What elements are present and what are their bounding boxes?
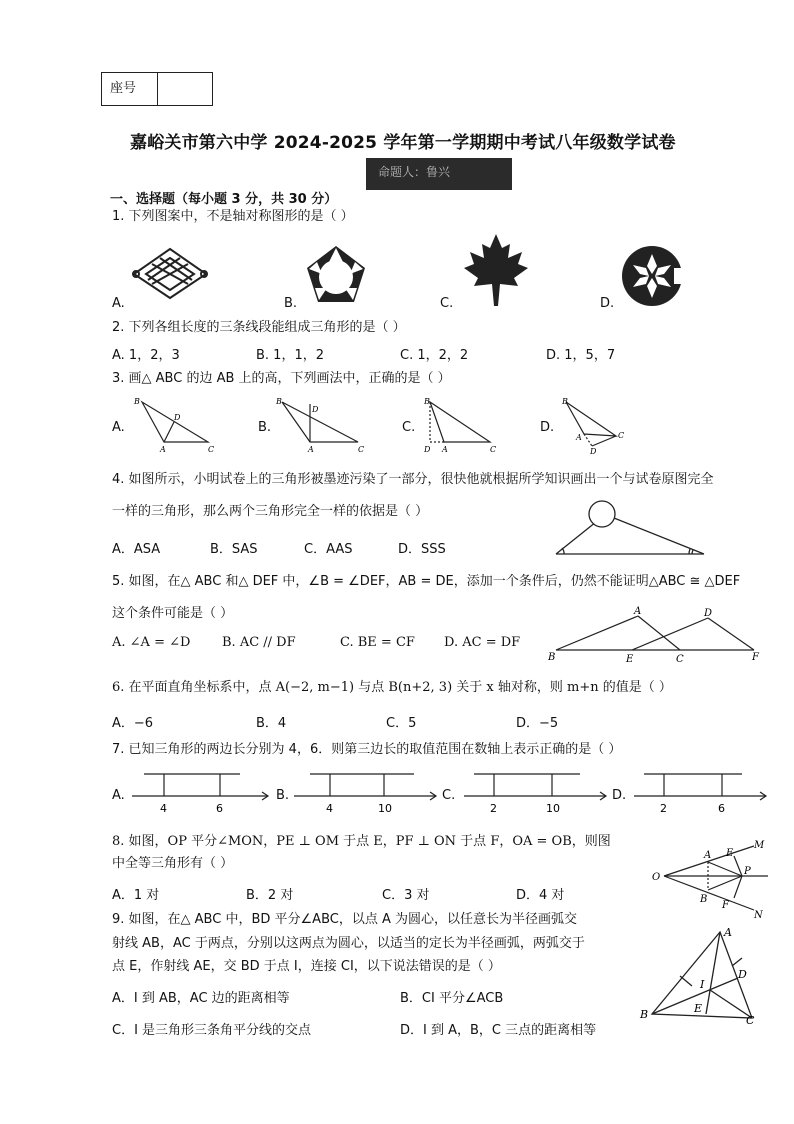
- question-9-line-1: 9. 如图，在△ ABC 中，BD 平分∠ABC，以点 A 为圆心，以任意长为半径画弧交: [112, 912, 577, 927]
- snowflake-circle-figure: [620, 244, 684, 308]
- svg-text:B: B: [548, 652, 556, 663]
- label-c: C: [208, 445, 215, 454]
- svg-text:C: C: [490, 445, 497, 454]
- label-a: A: [160, 445, 166, 454]
- q5-option-c: C. BE = CF: [340, 635, 415, 650]
- q7-option-c: C.: [442, 788, 456, 803]
- svg-text:O: O: [652, 872, 661, 883]
- knot-pattern-figure: [130, 246, 210, 301]
- svg-text:C: C: [746, 1014, 755, 1027]
- q5-option-b: B. AC // DF: [222, 635, 296, 650]
- question-5-line-1: 5. 如图，在△ ABC 和△ DEF 中，∠B = ∠DEF，AB = DE，添加一个条件后，仍然不能证明△ABC ≅ △DEF: [112, 574, 741, 589]
- q7-number-line-d: [630, 768, 770, 816]
- question-9-line-2: 射线 AB，AC 于两点，分别以这两点为圆心，以适当的定长为半径画弧，两弧交于: [112, 936, 585, 951]
- q4-option-d: D．SSS: [398, 542, 446, 557]
- q7-option-d: D.: [612, 788, 627, 803]
- q3-option-d: D.: [540, 420, 555, 435]
- svg-text:C: C: [618, 431, 625, 440]
- question-8-line-1: 8. 如图，OP 平分∠MON，PE ⊥ OM 于点 E，PF ⊥ ON 于点 F，OA = OB，则图: [112, 834, 611, 849]
- q6-option-a: A．−6: [112, 716, 154, 731]
- question-8-line-2: 中全等三角形有（ ）: [112, 856, 234, 871]
- svg-text:A: A: [576, 433, 582, 442]
- q3-figure-b: [274, 396, 366, 456]
- q3-option-b: B.: [258, 420, 272, 435]
- q9-triangle-bisector-figure: [640, 926, 764, 1026]
- q6-option-d: D．−5: [516, 716, 559, 731]
- svg-text:6: 6: [718, 802, 725, 815]
- question-7: 7. 已知三角形的两边长分别为 4，6．则第三边长的取值范围在数轴上表示正确的是（ ）: [112, 742, 622, 757]
- svg-text:A: A: [704, 850, 712, 861]
- q6-option-b: B．4: [256, 716, 287, 731]
- question-9-line-3: 点 E，作射线 AE，交 BD 于点 I，连接 CI，以下说法错误的是（ ）: [112, 959, 501, 974]
- q9-option-a: A．I 到 AB，AC 边的距离相等: [112, 991, 290, 1006]
- svg-text:F: F: [752, 652, 759, 663]
- question-4-line-2: 一样的三角形，那么两个三角形完全一样的依据是（ ）: [112, 504, 429, 519]
- svg-text:D: D: [312, 405, 319, 414]
- question-3: 3. 画△ ABC 的边 AB 上的高，下列画法中，正确的是（ ）: [112, 371, 451, 386]
- q2-option-d: D. 1，5，7: [546, 348, 616, 363]
- q3-figure-d: [560, 396, 630, 456]
- exam-title: 嘉峪关市第六中学 2024-2025 学年第一学期期中考试八年级数学试卷: [130, 133, 676, 153]
- q2-option-a: A. 1，2，3: [112, 348, 180, 363]
- section-heading: 一、选择题（每小题 3 分，共 30 分）: [110, 192, 338, 207]
- svg-text:2: 2: [490, 802, 497, 815]
- svg-text:D: D: [424, 445, 431, 454]
- svg-text:F: F: [722, 900, 729, 911]
- svg-text:D: D: [704, 608, 713, 619]
- q3-option-a: A.: [112, 420, 125, 435]
- q4-option-c: C．AAS: [304, 542, 353, 557]
- svg-text:10: 10: [546, 802, 560, 815]
- q6-option-c: C．5: [386, 716, 417, 731]
- q8-angle-bisector-figure: [650, 836, 774, 920]
- svg-text:B: B: [640, 1008, 649, 1021]
- svg-text:E: E: [726, 848, 734, 859]
- q3-figure-c: [420, 396, 500, 456]
- question-5-line-2: 这个条件可能是（ ）: [112, 606, 234, 621]
- q7-option-b: B.: [276, 788, 290, 803]
- question-2: 2. 下列各组长度的三条线段能组成三角形的是（ ）: [112, 320, 406, 335]
- q5-option-d: D. AC = DF: [444, 635, 521, 650]
- maple-leaf-figure: [462, 232, 530, 308]
- q7-number-line-b: [290, 768, 440, 816]
- svg-text:A: A: [442, 445, 448, 454]
- svg-text:M: M: [754, 840, 765, 851]
- question-6: 6. 在平面直角坐标系中，点 A(−2, m−1) 与点 B(n+2, 3) 关于 x 轴对称，则 m+n 的值是（ ）: [112, 680, 672, 695]
- q3-figure-a: [132, 396, 218, 456]
- q1-option-d: D.: [600, 296, 615, 311]
- svg-text:B: B: [276, 397, 282, 406]
- svg-text:B: B: [700, 894, 708, 905]
- svg-text:A: A: [724, 926, 732, 939]
- q3-option-c: C.: [402, 420, 416, 435]
- svg-text:D: D: [738, 968, 747, 981]
- svg-text:2: 2: [660, 802, 667, 815]
- svg-text:D: D: [590, 447, 597, 456]
- question-1: 1. 下列图案中，不是轴对称图形的是（ ）: [112, 209, 354, 224]
- q1-option-c: C.: [440, 296, 454, 311]
- svg-text:C: C: [676, 654, 684, 665]
- svg-text:N: N: [754, 910, 763, 921]
- svg-text:A: A: [308, 445, 314, 454]
- svg-text:E: E: [626, 654, 634, 665]
- svg-text:6: 6: [216, 802, 223, 815]
- q8-option-c: C．3 对: [382, 888, 430, 903]
- author-redaction: 命题人：鲁兴: [366, 158, 512, 190]
- q1-option-a: A.: [112, 296, 125, 311]
- question-4-line-1: 4. 如图所示，小明试卷上的三角形被墨迹污染了一部分，很快他就根据所学知识画出一个与试卷原图完全: [112, 472, 714, 487]
- q2-option-b: B. 1，1，2: [256, 348, 324, 363]
- label-b: B: [134, 397, 140, 406]
- pentagon-pattern-figure: [305, 244, 367, 306]
- q8-option-a: A．1 对: [112, 888, 160, 903]
- svg-text:4: 4: [326, 802, 333, 815]
- q7-number-line-c: [460, 768, 610, 816]
- q9-option-b: B．CI 平分∠ACB: [400, 991, 504, 1006]
- q4-stained-triangle-figure: [552, 496, 712, 560]
- seat-label: 座号: [102, 73, 158, 105]
- q5-option-a: A. ∠A = ∠D: [112, 635, 191, 650]
- svg-text:10: 10: [378, 802, 392, 815]
- q7-number-line-a: [128, 768, 274, 816]
- svg-text:P: P: [744, 866, 751, 877]
- q8-option-b: B．2 对: [246, 888, 294, 903]
- svg-text:A: A: [634, 606, 642, 617]
- q8-option-d: D．4 对: [516, 888, 565, 903]
- svg-text:4: 4: [160, 802, 167, 815]
- svg-text:E: E: [694, 1002, 703, 1015]
- q9-option-d: D．I 到 A，B，C 三点的距离相等: [400, 1023, 597, 1038]
- q7-option-a: A.: [112, 788, 125, 803]
- svg-text:C: C: [358, 445, 365, 454]
- q4-option-b: B．SAS: [210, 542, 258, 557]
- q5-two-triangles-figure: [548, 606, 762, 664]
- seat-number-box: [101, 72, 213, 106]
- svg-text:B: B: [562, 397, 568, 406]
- svg-text:B: B: [424, 397, 430, 406]
- label-d: D: [174, 413, 181, 422]
- q9-option-c: C．I 是三角形三条角平分线的交点: [112, 1023, 312, 1038]
- q4-option-a: A．ASA: [112, 542, 161, 557]
- q1-option-b: B.: [284, 296, 298, 311]
- svg-text:I: I: [700, 978, 705, 991]
- q2-option-c: C. 1，2，2: [400, 348, 469, 363]
